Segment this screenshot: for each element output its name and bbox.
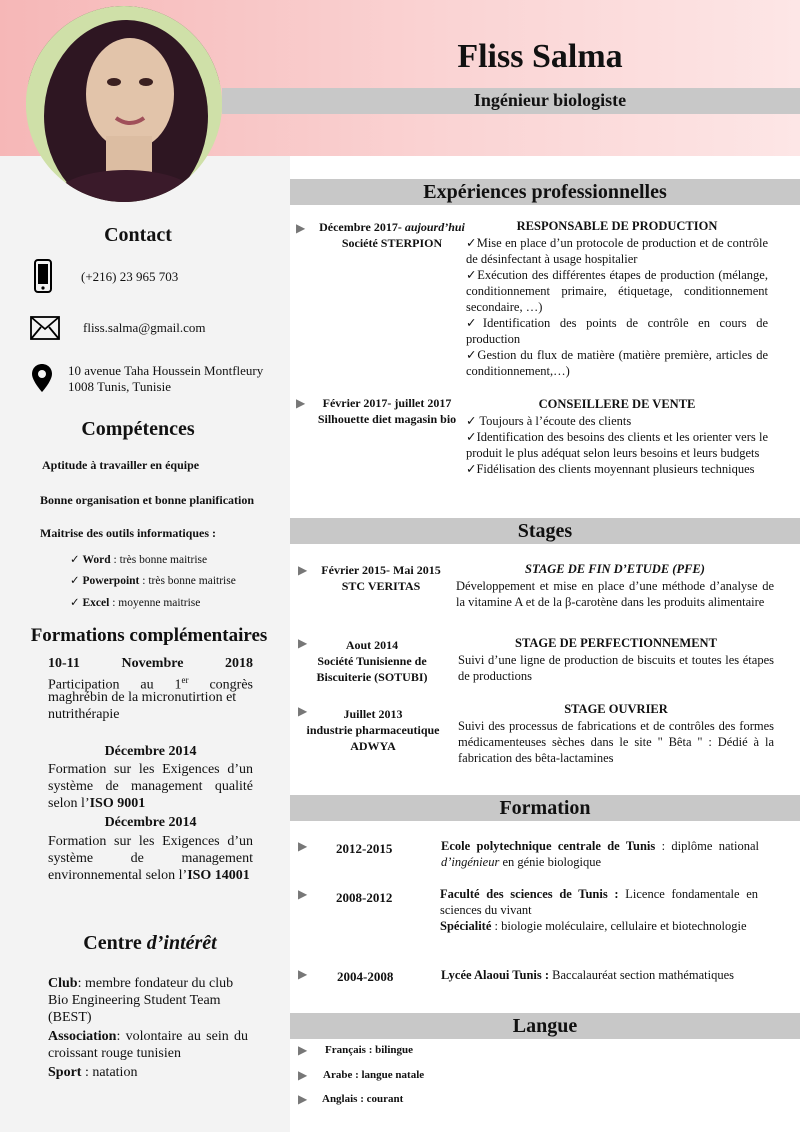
arrow-icon: ▶: [298, 967, 308, 981]
tool-level: : moyenne maitrise: [109, 597, 201, 609]
tool-level: : très bonne maitrise: [139, 575, 236, 587]
tool-item: ✓ Powerpoint : très bonne maitrise: [70, 575, 236, 587]
formation-description: Ecole polytechnique centrale de Tunis : diplôme national d’ingénieur en génie biologique: [441, 839, 759, 869]
formation-specialite: Spécialité : biologie moléculaire, cellulaire et biotechnologie: [440, 919, 747, 933]
arrow-icon: ▶: [298, 563, 308, 577]
stage-date: Février 2015- Mai 2015: [321, 563, 441, 577]
langue-item: Arabe : langue natale: [323, 1069, 425, 1081]
formation-comp-date: 10-11 Novembre 2018: [48, 656, 253, 671]
arrow-icon: ▶: [298, 636, 308, 650]
formation-description: Lycée Alaoui Tunis : Baccalauréat section mathématiques: [441, 968, 735, 982]
contact-phone: (+216) 23 965 703: [81, 269, 179, 284]
formation-comp-date: Décembre 2014: [104, 744, 197, 759]
experiences-heading: Expériences professionnelles: [423, 181, 667, 203]
experience-role: CONSEILLERE DE VENTE: [538, 397, 696, 411]
skill-item: Bonne organisation et bonne planification: [40, 493, 255, 507]
experience-company: Silhouette diet magasin bio: [317, 412, 457, 426]
arrow-icon: ▶: [296, 221, 306, 235]
interet-sport: Sport : natation: [48, 1065, 138, 1080]
experience-date: Décembre 2017- aujourd’hui: [319, 220, 465, 234]
formation-comp-text: Formation sur les Exigences d’un système de management qualité selon l’ISO 9001: [48, 762, 253, 811]
formation-comp-text: Formation sur les Exigences d’un système de management environnemental selon l’ISO 14001: [48, 834, 253, 883]
stage-date: Juillet 2013: [343, 707, 403, 721]
experience-details: ✓ Toujours à l’écoute des clients ✓Identification des besoins des clients et les orienter vers le produit le plus adéquat selon leurs besoins et leurs budgets ✓Fidélisation des clients moyennant plusieurs techniques: [466, 414, 768, 476]
interets-heading: Centre d’intérêt: [83, 932, 217, 954]
arrow-icon: ▶: [298, 839, 308, 853]
formation-comp-text: Participation au 1er congrès: [48, 675, 253, 693]
stage-company: industrie pharmaceutique ADWYA: [306, 723, 440, 753]
contact-address-line1: 10 avenue Taha Houssein Montfleury: [68, 363, 264, 378]
tool-item: ✓ Word : très bonne maitrise: [70, 554, 208, 566]
experience-date: Février 2017- juillet 2017: [322, 396, 452, 410]
stage-role: STAGE OUVRIER: [564, 702, 668, 716]
job-title: Ingénieur biologiste: [473, 90, 627, 110]
stage-company: Société Tunisienne de Biscuiterie (SOTUBI): [316, 654, 428, 684]
arrow-icon: ▶: [296, 396, 306, 410]
stage-date: Aout 2014: [345, 638, 399, 652]
interet-association: Association: volontaire au sein du croissant rouge tunisien: [48, 1029, 248, 1061]
tool-name: Powerpoint: [82, 575, 140, 587]
stage-role: STAGE DE PERFECTIONNEMENT: [515, 636, 717, 650]
arrow-icon: ▶: [298, 1043, 308, 1057]
contact-heading: Contact: [104, 224, 172, 246]
langue-item: Français : bilingue: [325, 1044, 414, 1056]
formation-years: 2008-2012: [336, 890, 393, 905]
stages-heading: Stages: [517, 520, 573, 542]
contact-address-line2: 1008 Tunis, Tunisie: [68, 379, 171, 394]
interet-club: Club: membre fondateur du club Bio Engineering Student Team (BEST): [48, 976, 234, 1025]
stage-description: Suivi des processus de fabrications et de contrôles des formes médicamenteuses sèches dans le site " Bêta " : Dédié à la fabrication des bêta-lactamines: [458, 719, 774, 765]
tool-item: ✓ Excel : moyenne maitrise: [70, 597, 201, 609]
phone-icon: [34, 259, 52, 293]
formation-description: Faculté des sciences de Tunis : Licence fondamentale en sciences du vivant: [440, 887, 759, 917]
stage-role: STAGE DE FIN D’ETUDE (PFE): [525, 562, 705, 576]
langue-item: Anglais : courant: [322, 1093, 404, 1105]
formation-comp-text: maghrébin de la micronutirtion et nutrithérapie: [48, 690, 237, 722]
contact-email: fliss.salma@gmail.com: [83, 320, 206, 335]
experience-details: ✓Mise en place d’un protocole de production et de contrôle de désinfectant à usage hospitalier ✓Exécution des différentes étapes de production (mélange, conditionnement primaire, étiquetage, conditionnement secondaire, …) ✓Identification des points de contrôle en cours de production ✓Gestion du flux de matière (matière première, articles de conditionnement,…): [466, 236, 768, 378]
profile-photo: [26, 6, 222, 202]
competences-heading: Compétences: [81, 418, 195, 440]
tool-level: : très bonne maitrise: [110, 554, 208, 566]
arrow-icon: ▶: [298, 887, 308, 901]
formation-years: 2012-2015: [336, 841, 393, 856]
langue-heading: Langue: [512, 1015, 578, 1037]
experience-company: Société STERPION: [341, 236, 443, 250]
arrow-icon: ▶: [298, 1092, 308, 1106]
arrow-icon: ▶: [298, 1068, 308, 1082]
stage-description: Développement et mise en place d’une méthode d’analyse de la vitamine A et de la β-carotène dans les produits alimentaire: [456, 579, 774, 609]
arrow-icon: ▶: [298, 704, 308, 718]
experience-role: RESPONSABLE DE PRODUCTION: [516, 219, 718, 233]
formation-comp-date: Décembre 2014: [104, 815, 197, 830]
formations-comp-heading: Formations complémentaires: [30, 625, 268, 646]
stage-company: STC VERITAS: [341, 579, 421, 593]
stage-description: Suivi d’une ligne de production de biscuits et toutes les étapes de productions: [458, 653, 774, 683]
formation-heading: Formation: [499, 797, 591, 819]
email-icon: [30, 316, 60, 340]
formation-years: 2004-2008: [337, 969, 394, 984]
tool-name: Excel: [82, 597, 110, 609]
candidate-name: Fliss Salma: [457, 38, 623, 75]
location-pin-icon: [31, 363, 53, 393]
tool-name: Word: [82, 554, 111, 566]
skill-item: Maitrise des outils informatiques :: [40, 526, 216, 540]
skill-item: Aptitude à travailler en équipe: [42, 458, 200, 472]
